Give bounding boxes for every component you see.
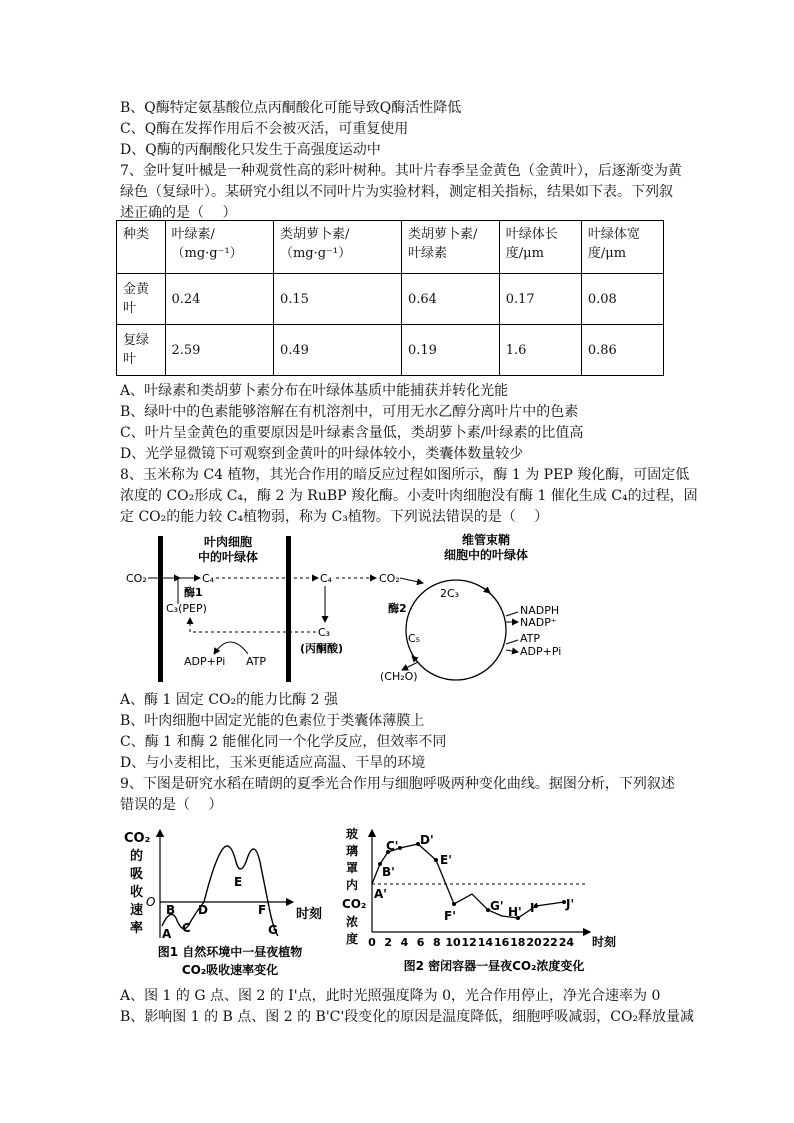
fig1-point-f: F: [258, 903, 267, 917]
fig1-point-c: C: [182, 921, 191, 935]
mesophyll-title: 中的叶绿体: [197, 550, 259, 564]
header-cell: 种类: [117, 221, 166, 274]
fig2-tick-label: 2: [384, 936, 393, 949]
nadp-label: NADP⁺: [520, 616, 557, 629]
fig2-ylabel: 罩: [346, 861, 359, 875]
table-cell: 0.19: [401, 325, 499, 376]
table-row: [117, 325, 664, 376]
fig2-tick-label: 14: [477, 936, 494, 949]
fig1-ylabel: 率: [130, 921, 144, 936]
q7-option-a: A、叶绿素和类胡萝卜素分布在叶绿体基质中能捕获并转化光能: [120, 383, 509, 399]
fig2-point-c: C': [386, 839, 399, 853]
table-cell: 0.17: [499, 274, 581, 325]
mesophyll-title: 叶肉细胞: [203, 535, 253, 549]
cell-wall-left: [158, 536, 163, 682]
q8-stem-line-1: 8、玉米称为 C4 植物，其光合作用的暗反应过程如图所示，酶 1 为 PEP 羧化酶，可固定低: [120, 467, 690, 483]
fig1-curve: [162, 846, 278, 936]
fig2-tick-label: 16: [493, 936, 510, 949]
fig1-caption: 图1 自然环境中一昼夜植物: [157, 945, 303, 959]
fig2-ylabel: 璃: [346, 844, 359, 858]
fig1-ylabel: 收: [130, 885, 144, 900]
arrow: [400, 578, 423, 583]
fig1-origin: O: [146, 895, 156, 909]
fig2-point-h: H': [508, 905, 522, 919]
q8-stem-line-3: 定 CO₂的能力较 C₄植物弱，称为 C₃植物。下列说法错误的是（ ）: [120, 509, 549, 525]
fig2-ylabel: 玻: [346, 827, 359, 841]
fig2-tick-label: 6: [416, 936, 425, 949]
table-cell: 0.15: [273, 274, 401, 325]
c5-label: C₅: [408, 632, 421, 645]
table-cell: 2.59: [165, 325, 273, 376]
q7-stem-line-1: 7、金叶复叶槭是一种观赏性高的彩叶树种。其叶片春季呈金黄色（金黄叶），后逐渐变为黄: [120, 163, 682, 179]
header-cell: 叶绿体长 度/μm: [499, 221, 581, 274]
ch2o-label: (CH₂O): [380, 670, 418, 683]
fig2-marker: [434, 858, 438, 862]
q7-option-d: D、光学显微镜下可观察到金黄叶的叶绿体较小，类囊体数量较少: [120, 446, 524, 462]
fig2-ylabel: 浓: [346, 915, 359, 929]
fig2-tick-label: 12: [461, 936, 477, 949]
pyruvate-label: (丙酮酸): [300, 642, 344, 655]
fig1-caption: CO₂吸收速率变化: [181, 963, 279, 977]
arrow: [506, 650, 518, 652]
fig2-point-i: I': [530, 901, 539, 915]
enzyme1-label: 酶1: [184, 586, 203, 599]
c4-mid-label: C₄: [320, 572, 333, 585]
q8-option-d: D、与小麦相比，玉米更能适应高温、干旱的环境: [120, 755, 426, 771]
table-cell: 0.08: [581, 274, 663, 325]
fig2-point-e: E': [440, 853, 452, 867]
atp-left-label: ATP: [246, 655, 267, 668]
fig1-point-b: B: [166, 903, 176, 917]
q7-stem-line-3: 述正确的是（ ）: [120, 205, 237, 221]
table-cell: 0.49: [273, 325, 401, 376]
header-cell: 类胡萝卜素/ （mg·g⁻¹）: [273, 221, 401, 274]
fig1-ylabel: CO₂: [124, 831, 151, 846]
figure-1-co2-uptake: [118, 822, 343, 982]
fig2-tick-label: 18: [510, 936, 526, 949]
arrow: [402, 662, 418, 670]
arrow: [484, 588, 490, 593]
fig2-marker: [452, 902, 456, 906]
fig1-point-g: G: [268, 923, 278, 937]
arrow: [506, 640, 518, 644]
c3pep-label: C₃(PEP): [166, 602, 207, 615]
fig2-point-j: J': [566, 897, 575, 911]
fig2-ylabel: 内: [346, 878, 359, 892]
figure-2-co2-concentration: [342, 822, 642, 982]
fig2-point-d: D': [420, 833, 434, 847]
fig2-point-b: B': [382, 865, 395, 879]
table-header-row: [117, 221, 664, 274]
two-c3-label: 2C₃: [440, 587, 460, 600]
enzyme2-label: 酶2: [388, 602, 407, 615]
fig1-point-d: D: [198, 903, 208, 917]
q7-stem-line-2: 绿色（复绿叶）。某研究小组以不同叶片为实验材料，测定相关指标，结果如下表。下列叙: [120, 184, 673, 200]
fig2-tick-label: 0: [368, 936, 376, 949]
bundle-sheath-title: 细胞中的叶绿体: [443, 548, 529, 562]
fig2-ylabel: 度: [346, 932, 359, 946]
fig2-tick-label: 10: [445, 936, 461, 949]
arrow: [412, 656, 418, 662]
table-cell: 0.64: [401, 274, 499, 325]
fig2-xlabel: 时刻: [592, 935, 617, 949]
fig1-ylabel: 速: [130, 903, 144, 918]
header-cell: 叶绿体宽 度/μm: [581, 221, 663, 274]
q9-option-b: B、影响图 1 的 B 点、图 2 的 B'C'段变化的原因是温度降低，细胞呼吸减弱，CO₂释放量减: [120, 1009, 695, 1025]
fig2-ylabel: CO₂: [342, 897, 367, 911]
table-row: [117, 274, 664, 325]
fig1-point-a: A: [162, 927, 172, 941]
q8-option-a: A、酶 1 固定 CO₂的能力比酶 2 强: [120, 692, 338, 708]
table-cell: 0.24: [165, 274, 273, 325]
arrow: [214, 642, 248, 654]
fig2-point-g: G': [490, 899, 504, 913]
co2-label: CO₂: [126, 572, 147, 585]
co2-right-label: CO₂: [379, 572, 400, 585]
header-cell: 叶绿素/ （mg·g⁻¹）: [165, 221, 273, 274]
q8-stem-line-2: 浓度的 CO₂形成 C₄，酶 2 为 RuBP 羧化酶。小麦叶肉细胞没有酶 1 催化生成 C₄的过程，固: [120, 488, 698, 504]
c3-mid-label: C₃: [318, 626, 331, 639]
row-name-cell: 金黄 叶: [117, 274, 166, 325]
fig2-point-f: F': [444, 909, 456, 923]
q6-option-d: D、Q酶的丙酮酸化只发生于高强度运动中: [120, 142, 381, 158]
q6-option-b: B、Q酶特定氨基酸位点丙酮酸化可能导致Q酶活性降低: [120, 100, 462, 116]
q7-data-table: [116, 220, 664, 376]
fig1-ylabel: 的: [130, 849, 144, 864]
fig2-tick-label: 4: [400, 936, 409, 949]
q9-stem-line-2: 错误的是（ ）: [120, 797, 223, 813]
nadph-label: NADPH: [520, 604, 560, 617]
fig2-tick-label: 22: [542, 936, 558, 949]
arrow: [190, 618, 316, 632]
row-name-cell: 复绿 叶: [117, 325, 166, 376]
table-cell: 0.86: [581, 325, 663, 376]
q8-option-b: B、叶肉细胞中固定光能的色素位于类囊体薄膜上: [120, 713, 425, 729]
atp-right-label: ATP: [520, 632, 541, 645]
fig2-marker: [398, 846, 402, 850]
fig1-xlabel: 时刻: [296, 907, 323, 922]
c4-pathway-diagram: [118, 530, 638, 690]
fig2-tick-label: 24: [558, 936, 575, 949]
fig2-tick-label: 20: [526, 936, 542, 949]
q8-option-c: C、酶 1 和酶 2 能催化同一个化学反应，但效率不同: [120, 734, 447, 750]
c4-label: C₄: [202, 572, 215, 585]
fig2-point-a: A': [374, 887, 387, 901]
adp-pi-left-label: ADP+Pi: [184, 655, 226, 668]
cell-wall-right: [286, 536, 291, 682]
table-cell: 1.6: [499, 325, 581, 376]
header-cell: 类胡萝卜素/ 叶绿素: [401, 221, 499, 274]
arrow: [506, 612, 518, 616]
fig2-tick-label: 8: [432, 936, 441, 949]
fig1-ylabel: 吸: [130, 867, 144, 882]
adp-pi-right-label: ADP+Pi: [520, 645, 562, 658]
fig1-point-e: E: [234, 875, 243, 889]
bundle-sheath-title: 维管束鞘: [461, 533, 511, 547]
q7-option-b: B、绿叶中的色素能够溶解在有机溶剂中，可用无水乙醇分离叶片中的色素: [120, 404, 579, 420]
q9-option-a: A、图 1 的 G 点、图 2 的 I'点，此时光照强度降为 0，光合作用停止，净光合速率为 0: [120, 988, 661, 1004]
fig2-caption: 图2 密闭容器一昼夜CO₂浓度变化: [403, 959, 585, 973]
q7-option-c: C、叶片呈金黄色的重要原因是叶绿素含量低，类胡萝卜素/叶绿素的比值高: [120, 425, 584, 441]
q6-option-c: C、Q酶在发挥作用后不会被灭活，可重复使用: [120, 121, 409, 137]
q9-stem-line-1: 9、下图是研究水稻在晴朗的夏季光合作用与细胞呼吸两种变化曲线。据图分析，下列叙述: [120, 776, 675, 792]
